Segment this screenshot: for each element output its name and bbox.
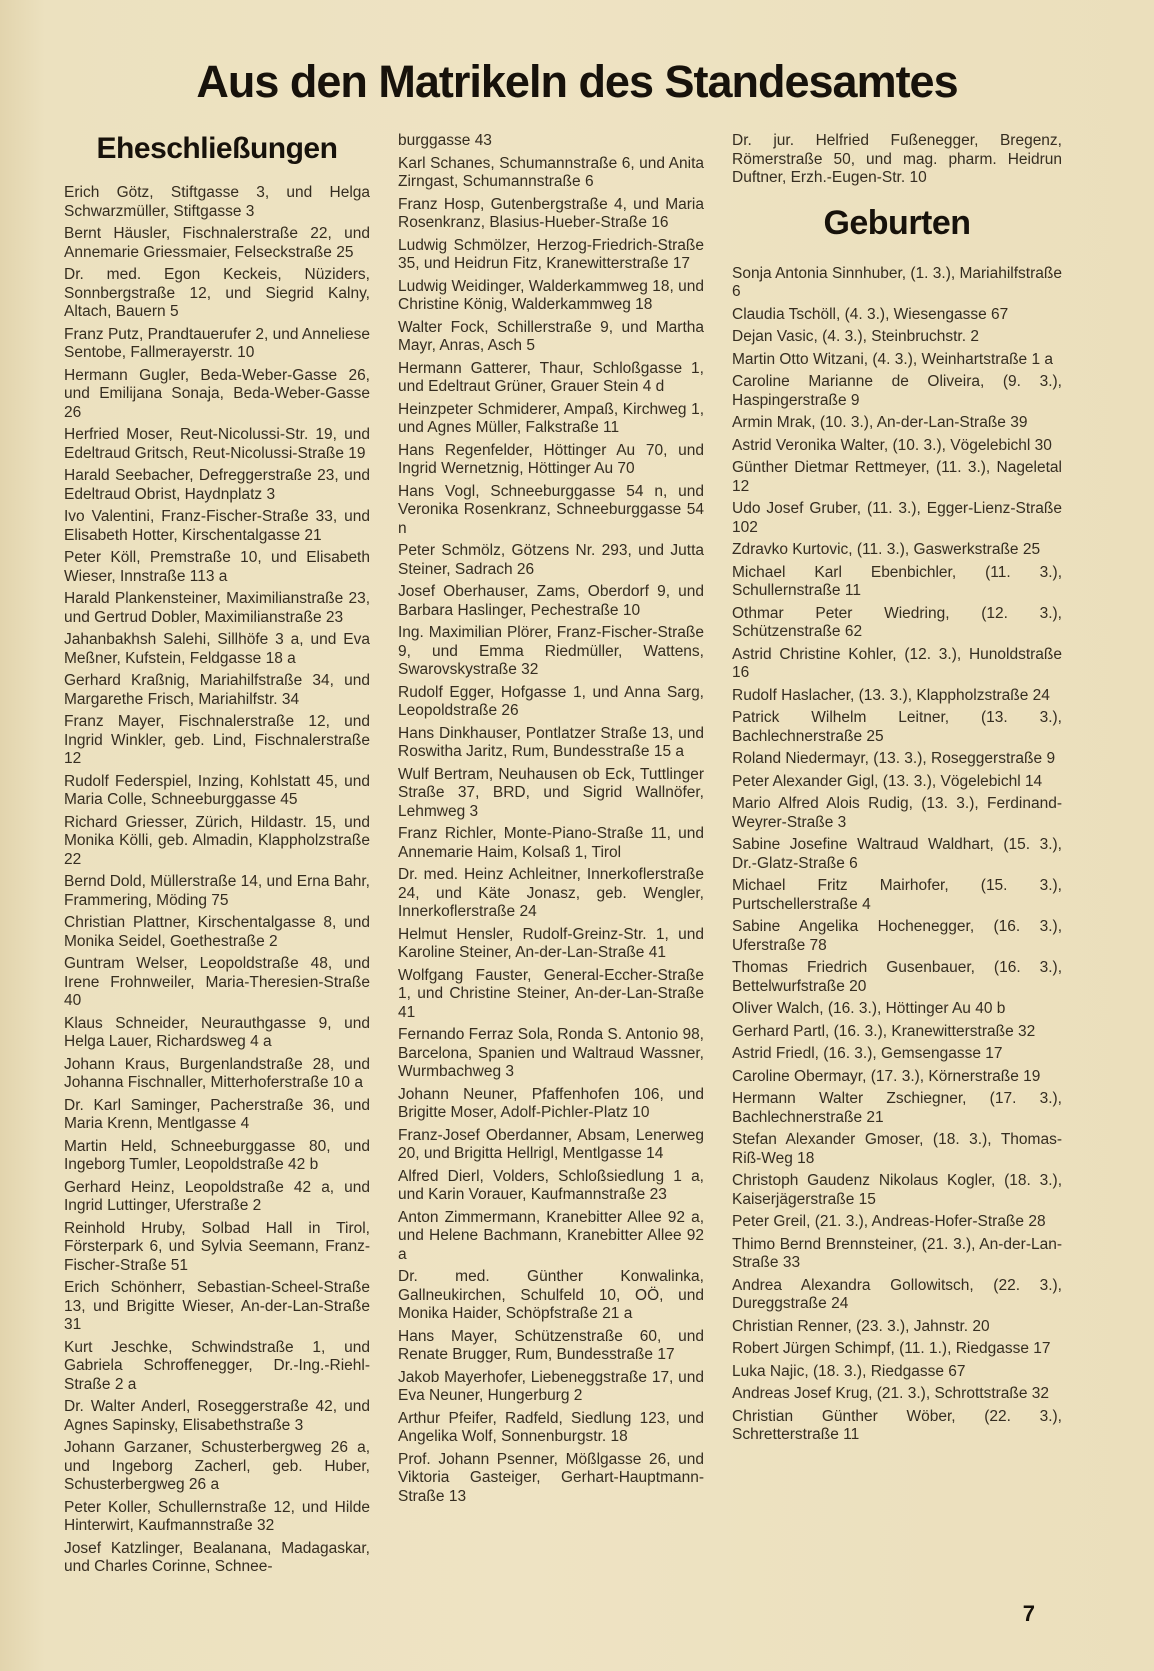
registry-entry: Thimo Bernd Brennsteiner, (21. 3.), An-der-Lan-Straße 33 [732, 1235, 1062, 1271]
text-columns [64, 132, 1098, 1581]
registry-entry: Sabine Josefine Waltraud Waldhart, (15. 3.), Dr.-Glatz-Straße 6 [732, 836, 1062, 872]
marriages-section-heading: Eheschließungen [96, 132, 338, 165]
registry-entry: Peter Schmölz, Götzens Nr. 293, und Jutta Steiner, Sadrach 26 [398, 542, 704, 578]
registry-entry: Guntram Welser, Leopoldstraße 48, und Irene Frohnweiler, Maria-Theresien-Straße 40 [64, 955, 370, 1009]
registry-entry: Ludwig Schmölzer, Herzog-Friedrich-Straße 35, und Heidrun Fitz, Kranewitterstraße 17 [398, 236, 704, 272]
registry-entry: Christian Plattner, Kirschentalgasse 8, und Monika Seidel, Goethestraße 2 [64, 914, 370, 950]
registry-entry: Peter Greil, (21. 3.), Andreas-Hofer-Straße 28 [732, 1213, 1046, 1230]
registry-entry: Mario Alfred Alois Rudig, (13. 3.), Ferdinand-Weyrer-Straße 3 [732, 795, 1062, 831]
registry-entry: Michael Fritz Mairhofer, (15. 3.), Purtschellerstraße 4 [732, 877, 1062, 913]
registry-entry: Anton Zimmermann, Kranebitter Allee 92 a, und Helene Bachmann, Kranebitter Allee 92 a [398, 1208, 704, 1263]
registry-entry: Hermann Walter Zschiegner, (17. 3.), Bachlechnerstraße 21 [732, 1090, 1062, 1126]
registry-entry: Caroline Marianne de Oliveira, (9. 3.), Haspingerstraße 9 [732, 373, 1062, 409]
registry-entry: Jahanbakhsh Salehi, Sillhöfe 3 a, und Eva Meßner, Kufstein, Feldgasse 18 a [64, 631, 370, 667]
registry-entry: Alfred Dierl, Volders, Schloßsiedlung 1 a, und Karin Vorauer, Kaufmannstraße 23 [398, 1167, 704, 1203]
registry-entry: Heinzpeter Schmiderer, Ampaß, Kirchweg 1, und Agnes Müller, Falkstraße 11 [398, 400, 704, 436]
registry-entry: Arthur Pfeifer, Radfeld, Siedlung 123, und Angelika Wolf, Sonnenburgstr. 18 [398, 1409, 704, 1445]
registry-entry: Sabine Angelika Hochenegger, (16. 3.), Uferstraße 78 [732, 918, 1062, 954]
marriages-carryover-text: burggasse 43 [398, 132, 492, 149]
registry-entry: Oliver Walch, (16. 3.), Höttinger Au 40 b [732, 1000, 1006, 1017]
registry-entry: Christian Günther Wöber, (22. 3.), Schretterstraße 11 [732, 1407, 1062, 1443]
registry-entry: Dr. med. Günther Konwalinka, Gallneukirchen, Schulfeld 10, OÖ, und Monika Haider, Schöpfstraße 21 a [398, 1268, 704, 1322]
registry-entry: Hans Vogl, Schneeburggasse 54 n, und Veronika Rosenkranz, Schneeburggasse 54 n [398, 482, 704, 537]
registry-entry: Bernt Häusler, Fischnalerstraße 22, und Annemarie Griessmaier, Felseckstraße 25 [64, 225, 370, 261]
registry-entry: Franz-Josef Oberdanner, Absam, Lenerweg 20, und Brigitta Hellrigl, Mentlgasse 14 [398, 1126, 704, 1162]
registry-entry: Erich Schönherr, Sebastian-Scheel-Straße 13, und Brigitte Wieser, An-der-Lan-Straße 31 [64, 1279, 370, 1333]
registry-entry: Astrid Veronika Walter, (10. 3.), Vögelebichl 30 [732, 436, 1052, 454]
page-number: 7 [1022, 1601, 1035, 1626]
registry-entry: Sonja Antonia Sinnhuber, (1. 3.), Mariahilfstraße 6 [732, 264, 1062, 300]
registry-entry: Rudolf Haslacher, (13. 3.), Klappholzstraße 24 [732, 686, 1050, 704]
registry-entry: Hermann Gatterer, Thaur, Schloßgasse 1, und Edeltraut Grüner, Grauer Stein 4 d [398, 359, 704, 395]
registry-entry: Astrid Friedl, (16. 3.), Gemsengasse 17 [732, 1045, 1003, 1062]
registry-entry: Christoph Gaudenz Nikolaus Kogler, (18. 3.), Kaiserjägerstraße 15 [732, 1172, 1062, 1208]
registry-entry: Martin Otto Witzani, (4. 3.), Weinhartstraße 1 a [732, 350, 1054, 368]
registry-entry: Franz Mayer, Fischnalerstraße 12, und Ingrid Winkler, geb. Lind, Fischnalerstraße 12 [64, 713, 370, 767]
registry-entry: Udo Josef Gruber, (11. 3.), Egger-Lienz-Straße 102 [732, 500, 1062, 536]
registry-entry: Dr. Karl Saminger, Pacherstraße 36, und Maria Krenn, Mentlgasse 4 [64, 1096, 370, 1132]
marriages-list-column-1 [64, 184, 370, 1577]
registry-entry: Hermann Gugler, Beda-Weber-Gasse 26, und Emilijana Sonaja, Beda-Weber-Gasse 26 [64, 366, 370, 421]
registry-entry: Michael Karl Ebenbichler, (11. 3.), Schullernstraße 11 [732, 563, 1062, 599]
registry-entry: Gerhard Kraßnig, Mariahilfstraße 34, und Margarethe Frisch, Mariahilfstr. 34 [64, 672, 370, 708]
registry-entry: Klaus Schneider, Neurauthgasse 9, und Helga Lauer, Richardsweg 4 a [64, 1014, 370, 1050]
registry-entry: Caroline Obermayr, (17. 3.), Körnerstraße 19 [732, 1067, 1041, 1085]
registry-entry: Peter Alexander Gigl, (13. 3.), Vögelebichl 14 [732, 772, 1043, 790]
registry-entry: Ivo Valentini, Franz-Fischer-Straße 33, und Elisabeth Hotter, Kirschentalgasse 21 [64, 508, 370, 544]
registry-entry: Luka Najic, (18. 3.), Riedgasse 67 [732, 1362, 966, 1380]
registry-entry: Josef Oberhauser, Zams, Oberdorf 9, und Barbara Haslinger, Pechestraße 10 [398, 583, 704, 619]
registry-entry: Prof. Johann Psenner, Mößlgasse 26, und Viktoria Gasteiger, Gerhart-Hauptmann-Straße 13 [398, 1450, 704, 1505]
registry-entry: Ing. Maximilian Plörer, Franz-Fischer-Straße 9, und Emma Riedmüller, Wattens, Swarovskystraße 32 [398, 624, 704, 678]
registry-entry: Jakob Mayerhofer, Liebeneggstraße 17, und Eva Neuner, Hungerburg 2 [398, 1368, 704, 1404]
registry-entry: Roland Niedermayr, (13. 3.), Roseggerstraße 9 [732, 750, 1056, 767]
registry-entry: Zdravko Kurtovic, (11. 3.), Gaswerkstraße 25 [732, 541, 1041, 558]
column-1 [64, 132, 370, 1581]
registry-entry: Dejan Vasic, (4. 3.), Steinbruchstr. 2 [732, 328, 979, 345]
registry-entry: Reinhold Hruby, Solbad Hall in Tirol, Försterpark 6, und Sylvia Seemann, Franz-Fischer-Straße 51 [64, 1219, 370, 1274]
column-3 [732, 132, 1062, 1581]
registry-entry: Peter Koller, Schullernstraße 12, und Hilde Hinterwirt, Kaufmannstraße 32 [64, 1498, 370, 1534]
registry-entry: Andreas Josef Krug, (21. 3.), Schrottstraße 32 [732, 1385, 1050, 1402]
registry-entry: Dr. med. Egon Keckeis, Nüziders, Sonnbergstraße 12, und Siegrid Kalny, Altach, Bauern 5 [64, 266, 370, 320]
births-list [732, 265, 1062, 1445]
registry-entry: Stefan Alexander Gmoser, (18. 3.), Thomas-Riß-Weg 18 [732, 1131, 1062, 1167]
registry-entry: Fernando Ferraz Sola, Ronda S. Antonio 98, Barcelona, Spanien und Waltraud Wassner, Wurmbachweg 3 [398, 1026, 704, 1080]
registry-entry: Herfried Moser, Reut-Nicolussi-Str. 19, und Edeltraud Gritsch, Reut-Nicolussi-Straße 19 [64, 426, 370, 462]
registry-entry: Harald Plankensteiner, Maximilianstraße 23, und Gertrud Dobler, Maximilianstraße 23 [64, 590, 370, 626]
registry-entry: Kurt Jeschke, Schwindstraße 1, und Gabriela Schroffenegger, Dr.-Ing.-Riehl-Straße 2 a [64, 1338, 370, 1393]
registry-entry: Harald Seebacher, Defreggerstraße 23, und Edeltraud Obrist, Haydnplatz 3 [64, 467, 370, 503]
registry-entry: Richard Griesser, Zürich, Hildastr. 15, und Monika Kölli, geb. Almadin, Klappholzstraße 22 [64, 813, 370, 868]
registry-entry: Walter Fock, Schillerstraße 9, und Martha Mayr, Anras, Asch 5 [398, 318, 704, 354]
registry-entry: Wulf Bertram, Neuhausen ob Eck, Tuttlinger Straße 37, BRD, und Sigrid Wallnöfer, Lehmweg 3 [398, 765, 704, 820]
registry-entry: Hans Regenfelder, Höttinger Au 70, und Ingrid Wernetznig, Höttinger Au 70 [398, 441, 704, 477]
registry-entry: Gerhard Heinz, Leopoldstraße 42 a, und Ingrid Luttinger, Uferstraße 2 [64, 1178, 370, 1214]
registry-entry: Johann Kraus, Burgenlandstraße 28, und Johanna Fischnaller, Mitterhoferstraße 10 a [64, 1055, 370, 1091]
registry-entry: Ludwig Weidinger, Walderkammweg 18, und Christine König, Walderkammweg 18 [398, 277, 704, 313]
registry-entry: Astrid Christine Kohler, (12. 3.), Hunoldstraße 16 [732, 645, 1062, 681]
registry-entry: Josef Katzlinger, Bealanana, Madagaskar, und Charles Corinne, Schnee- [64, 1539, 370, 1575]
registry-entry: Johann Garzaner, Schusterbergweg 26 a, und Ingeborg Zacherl, geb. Huber, Schusterbergweg 26 a [64, 1439, 370, 1493]
registry-entry: Wolfgang Fauster, General-Eccher-Straße 1, und Christine Steiner, An-der-Lan-Straße 41 [398, 966, 704, 1021]
registry-entry: Rudolf Egger, Hofgasse 1, und Anna Sarg, Leopoldstraße 26 [398, 683, 704, 719]
registry-entry: Dr. med. Heinz Achleitner, Innerkoflerstraße 24, und Käte Jonasz, geb. Wengler, Innerkoflerstraße 24 [398, 866, 704, 920]
registry-entry: Hans Dinkhauser, Pontlatzer Straße 13, und Roswitha Jaritz, Rum, Bundesstraße 15 a [398, 724, 704, 760]
registry-entry: Helmut Hensler, Rudolf-Greinz-Str. 1, und Karoline Steiner, An-der-Lan-Straße 41 [398, 925, 704, 961]
registry-entry: Claudia Tschöll, (4. 3.), Wiesengasse 67 [732, 305, 1009, 323]
registry-entry: Erich Götz, Stiftgasse 3, und Helga Schwarzmüller, Stiftgasse 3 [64, 184, 370, 220]
registry-entry: Peter Köll, Premstraße 10, und Elisabeth Wieser, Innstraße 113 a [64, 549, 370, 585]
registry-entry: Thomas Friedrich Gusenbauer, (16. 3.), Bettelwurfstraße 20 [732, 959, 1062, 995]
registry-entry: Karl Schanes, Schumannstraße 6, und Anita Zirngast, Schumannstraße 6 [398, 154, 704, 190]
registry-entry: Johann Neuner, Pfaffenhofen 106, und Brigitte Moser, Adolf-Pichler-Platz 10 [398, 1085, 704, 1121]
marriages-list-column-3 [732, 132, 1062, 188]
registry-entry: Franz Putz, Prandtauerufer 2, und Anneliese Sentobe, Fallmerayerstr. 10 [64, 325, 370, 361]
registry-entry: Martin Held, Schneeburggasse 80, und Ingeborg Tumler, Leopoldstraße 42 b [64, 1137, 370, 1173]
registry-entry: Dr. Walter Anderl, Roseggerstraße 42, und Agnes Sapinsky, Elisabethstraße 3 [64, 1398, 370, 1434]
registry-entry: Franz Hosp, Gutenbergstraße 4, und Maria Rosenkranz, Blasius-Hueber-Straße 16 [398, 195, 704, 231]
registry-entry: Hans Mayer, Schützenstraße 60, und Renate Brugger, Rum, Bundesstraße 17 [398, 1327, 704, 1363]
registry-entry: Patrick Wilhelm Leitner, (13. 3.), Bachlechnerstraße 25 [732, 709, 1062, 745]
registry-entry: Gerhard Partl, (16. 3.), Kranewitterstraße 32 [732, 1022, 1036, 1040]
marriages-list-column-2 [398, 155, 704, 1507]
page-title: Aus den Matrikeln des Standesamtes [196, 56, 958, 107]
registry-entry: Othmar Peter Wiedring, (12. 3.), Schützenstraße 62 [732, 604, 1062, 640]
registry-entry: Günther Dietmar Rettmeyer, (11. 3.), Nageletal 12 [732, 459, 1062, 495]
registry-entry: Armin Mrak, (10. 3.), An-der-Lan-Straße 39 [732, 414, 1028, 431]
registry-entry: Franz Richler, Monte-Piano-Straße 11, und Annemarie Haim, Kolsaß 1, Tirol [398, 825, 704, 861]
registry-entry: Rudolf Federspiel, Inzing, Kohlstatt 45, und Maria Colle, Schneeburggasse 45 [64, 772, 370, 808]
registry-entry: Christian Renner, (23. 3.), Jahnstr. 20 [732, 1317, 990, 1335]
registry-entry: Bernd Dold, Müllerstraße 14, und Erna Bahr, Frammering, Möding 75 [64, 873, 370, 909]
column-2 [398, 132, 704, 1581]
registry-entry: Robert Jürgen Schimpf, (11. 1.), Riedgasse 17 [732, 1340, 1051, 1357]
births-section-heading: Geburten [823, 203, 971, 242]
registry-entry: Andrea Alexandra Gollowitsch, (22. 3.), Dureggstraße 24 [732, 1276, 1062, 1312]
registry-entry: Dr. jur. Helfried Fußenegger, Bregenz, Römerstraße 50, und mag. pharm. Heidrun Duftner, Erzh.-Eugen-Str. 10 [732, 132, 1062, 186]
